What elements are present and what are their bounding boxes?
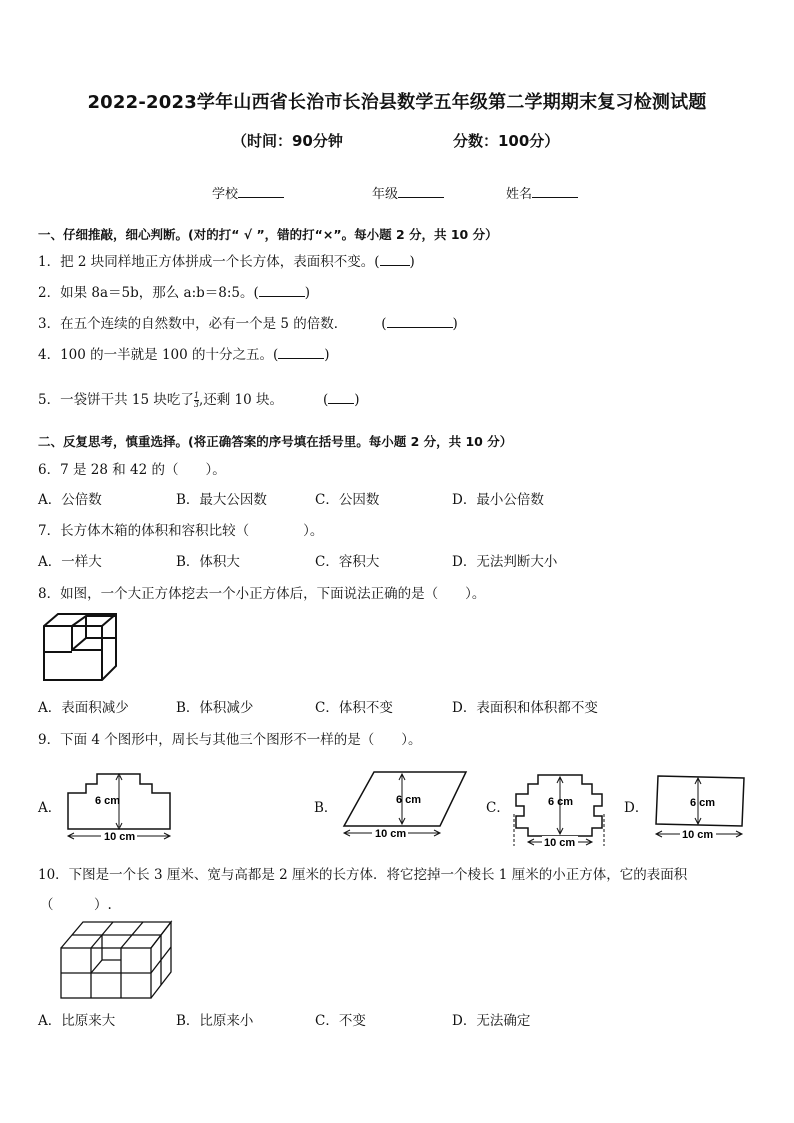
q10-option-a[interactable]: A．比原来大 <box>38 1013 116 1029</box>
school-field: 学校 <box>212 183 284 202</box>
width-label-d: 10 cm <box>682 829 714 841</box>
question-1: 1．把 2 块同样地正方体拼成一个长方体，表面积不变。( ) <box>38 254 415 270</box>
question-3: 3．在五个连续的自然数中，必有一个是 5 的倍数． ( ) <box>38 316 458 332</box>
section2-header: 二、反复思考，慎重选择。(将正确答案的序号填在括号里。每小题 2 分，共 10 分） <box>38 434 513 449</box>
height-label-c: 6 cm <box>548 796 574 808</box>
question-10: 10．下图是一个长 3 厘米、宽与高都是 2 厘米的长方体．将它挖掉一个棱长 1 厘米的小正方体，它的表面积 <box>38 867 688 883</box>
grade-blank[interactable] <box>398 185 444 198</box>
time-label: （时间：90分钟 <box>232 132 343 150</box>
q10-option-c[interactable]: C．不变 <box>315 1013 366 1029</box>
q7-option-d[interactable]: D．无法判断大小 <box>452 554 558 570</box>
question-9: 9．下面 4 个图形中，周长与其他三个图形不一样的是（ ）。 <box>38 732 422 748</box>
question-7: 7．长方体木箱的体积和容积比较（ ）。 <box>38 523 324 539</box>
width-label-b: 10 cm <box>375 828 407 840</box>
height-label-a: 6 cm <box>95 795 121 807</box>
name-blank[interactable] <box>532 185 578 198</box>
q6-option-a[interactable]: A．公倍数 <box>38 492 102 508</box>
question-4: 4．100 的一半就是 100 的十分之五。( ) <box>38 347 330 363</box>
q8-option-a[interactable]: A．表面积减少 <box>38 700 129 716</box>
question-8: 8．如图，一个大正方体挖去一个小正方体后，下面说法正确的是（ ）。 <box>38 586 486 602</box>
cuboid-grid-figure <box>58 918 174 1002</box>
q7-option-a[interactable]: A．一样大 <box>38 554 102 570</box>
q8-option-d[interactable]: D．表面积和体积都不变 <box>452 700 598 716</box>
fraction-one-third: $\frac{1}{3}$ <box>193 391 199 409</box>
width-label-a: 10 cm <box>104 831 136 843</box>
height-label-d: 6 cm <box>690 797 716 809</box>
q9-option-d[interactable]: D． <box>624 800 649 816</box>
width-label-c: 10 cm <box>544 837 576 848</box>
q6-option-c[interactable]: C．公因数 <box>315 492 380 508</box>
q10-option-d[interactable]: D．无法确定 <box>452 1013 531 1029</box>
q10-option-b[interactable]: B．比原来小 <box>176 1013 254 1029</box>
q7-option-c[interactable]: C．容积大 <box>315 554 380 570</box>
page-title: 2022-2023学年山西省长治市长治县数学五年级第二学期期末复习检测试题 <box>87 92 707 113</box>
section1-header: 一、仔细推敲，细心判断。(对的打“ √ ”，错的打“×”。每小题 2 分，共 10 分） <box>38 227 498 242</box>
question-10-answer: （ ）. <box>40 897 112 913</box>
height-label-b: 6 cm <box>396 794 422 806</box>
name-field: 姓名 <box>506 183 578 202</box>
q9-option-b[interactable]: B． <box>314 800 338 816</box>
question-6: 6．7 是 28 和 42 的（ ）。 <box>38 462 226 478</box>
answer-blank-5[interactable] <box>328 391 354 404</box>
rectangle-shape-d <box>652 770 748 844</box>
school-blank[interactable] <box>238 185 284 198</box>
question-2: 2．如果 8a＝5b，那么 a:b＝8:5。( ) <box>38 285 311 301</box>
q9-option-a[interactable]: A． <box>38 800 62 816</box>
q7-option-b[interactable]: B．体积大 <box>176 554 240 570</box>
question-5: 5．一袋饼干共 15 块吃了 $\frac{1}{3}$ ,还剩 10 块。 ( ) <box>38 391 360 409</box>
q9-option-c[interactable]: C． <box>486 800 510 816</box>
grade-field: 年级 <box>372 183 444 202</box>
cross-shape-c <box>508 770 608 848</box>
answer-blank-2[interactable] <box>259 284 305 297</box>
parallelogram-shape-b <box>340 768 470 844</box>
q6-option-b[interactable]: B．最大公因数 <box>176 492 267 508</box>
q6-option-d[interactable]: D．最小公倍数 <box>452 492 544 508</box>
cube-notched-figure <box>42 612 118 682</box>
stepped-shape-a <box>64 766 174 844</box>
answer-blank-1[interactable] <box>380 253 410 266</box>
score-label: 分数：100分） <box>453 132 560 150</box>
q8-option-b[interactable]: B．体积减少 <box>176 700 254 716</box>
answer-blank-3[interactable] <box>387 315 453 328</box>
q8-option-c[interactable]: C．体积不变 <box>315 700 393 716</box>
answer-blank-4[interactable] <box>278 346 324 359</box>
